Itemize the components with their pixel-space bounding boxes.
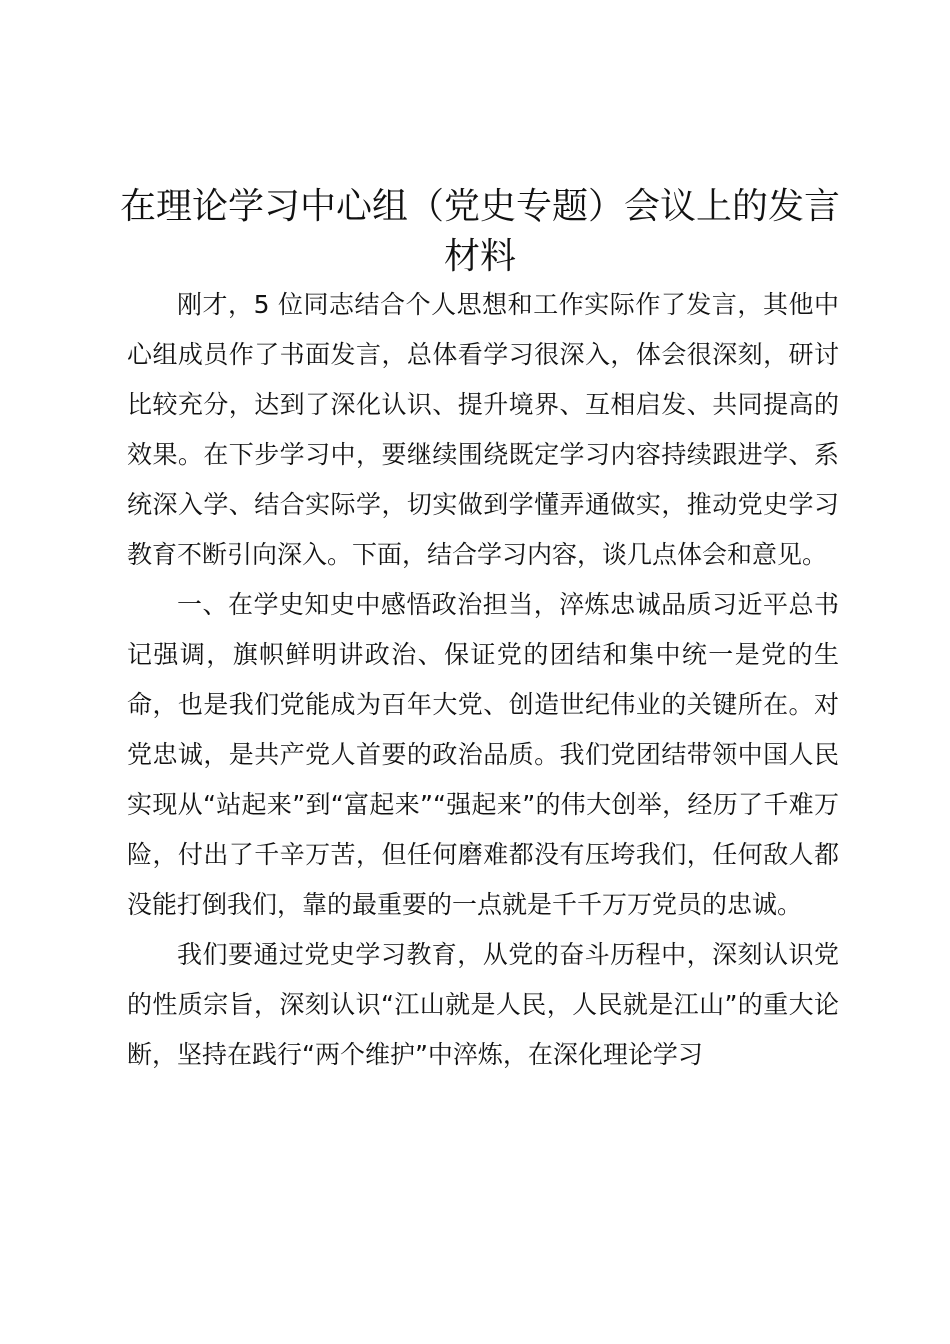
paragraph-3: 我们要通过党史学习教育，从党的奋斗历程中，深刻认识党的性质宗旨，深刻认识“江山就是人民，人民就是江山”的重大论断，坚持在践行“两个维护”中淬炼，在深化理论学习 [127,940,839,1069]
paragraph-2: 一、在学史知史中感悟政治担当，淬炼忠诚品质习近平总书记强调，旗帜鲜明讲政治、保证党的团结和集中统一是党的生命，也是我们党能成为百年大党、创造世纪伟业的关键所在。对党忠诚，是共产党人首要的政治品质。我们党团结带领中国人民实现从“站起来”到“富起来”“强起来”的伟大创举，经历了千难万险，付出了千辛万苦，但任何磨难都没有压垮我们，任何敌人都没能打倒我们，靠的最重要的一点就是千千万万党员的忠诚。 [127,590,839,919]
document-body [127,280,839,1080]
document-title-line-1: 在理论学习中心组（党史专题）会议上的发言 [119,186,840,227]
document-title-line-2: 材料 [443,236,516,277]
paragraph-1: 刚才，5 位同志结合个人思想和工作实际作了发言，其他中心组成员作了书面发言，总体看学习很深入，体会很深刻，研讨比较充分，达到了深化认识、提升境界、互相启发、共同提高的效果。在下步学习中，要继续围绕既定学习内容持续跟进学、系统深入学、结合实际学，切实做到学懂弄通做实，推动党史学习教育不断引向深入。下面，结合学习内容，谈几点体会和意见。 [127,290,839,569]
